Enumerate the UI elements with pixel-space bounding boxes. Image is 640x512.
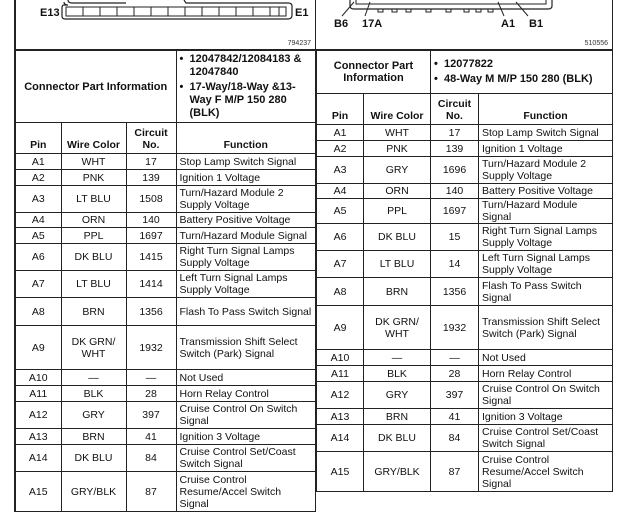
wire-color-cell: BLK: [61, 386, 126, 402]
function-cell: Right Turn Signal Lamps Supply Voltage: [479, 224, 613, 251]
table-row: [317, 251, 613, 278]
pin-cell: A9: [15, 326, 61, 370]
circuit-no-cell: 397: [431, 382, 479, 409]
pin-label-e1: E1: [295, 7, 309, 19]
pin-cell: A6: [317, 224, 364, 251]
function-cell: Turn/Hazard Module Signal: [479, 199, 613, 224]
wire-color-cell: ORN: [61, 213, 126, 228]
table-row: [15, 228, 316, 244]
table-row: [15, 186, 316, 213]
pin-cell: A5: [317, 199, 364, 224]
circuit-no-cell: 140: [431, 184, 479, 199]
wire-color-cell: DK BLU: [364, 224, 431, 251]
wire-color-cell: PNK: [61, 170, 126, 186]
circuit-no-cell: 1696: [431, 157, 479, 184]
function-cell: Turn/Hazard Module Signal: [176, 228, 316, 244]
table-row: [15, 326, 316, 370]
table-row: [15, 472, 316, 512]
table-row: [15, 402, 316, 429]
header-wire-color: Wire Color: [61, 123, 126, 154]
figure-number: 510556: [584, 40, 608, 47]
wire-color-cell: GRY: [364, 382, 431, 409]
function-cell: Horn Relay Control: [479, 366, 613, 382]
wire-color-cell: WHT: [61, 154, 126, 170]
pin-label-a1: A1: [501, 18, 516, 30]
wire-color-cell: GRY: [61, 402, 126, 429]
wire-color-cell: ORN: [364, 184, 431, 199]
table-row: [15, 370, 316, 386]
pin-cell: A7: [317, 251, 364, 278]
header-circuit-no: Circuit No.: [126, 123, 176, 154]
function-cell: Ignition 3 Voltage: [479, 409, 613, 425]
pin-cell: A8: [317, 278, 364, 306]
wire-color-cell: LT BLU: [61, 271, 126, 298]
pin-cell: A3: [15, 186, 61, 213]
pin-cell: A15: [317, 452, 364, 492]
function-cell: Battery Positive Voltage: [176, 213, 316, 228]
circuit-no-cell: 28: [126, 386, 176, 402]
wire-color-cell: BRN: [61, 298, 126, 326]
table-header-row: [15, 123, 316, 154]
connector-info-item: • 17-Way/18-Way &13-Way F M/P 150 280 (BLK): [179, 81, 296, 119]
table-row: [317, 157, 613, 184]
function-cell: Stop Lamp Switch Signal: [479, 125, 613, 141]
pin-cell: A2: [15, 170, 61, 186]
left-connector-diagram: [14, 0, 316, 50]
circuit-no-cell: 87: [431, 452, 479, 492]
connector-info-row: [317, 51, 613, 94]
header-wire-color: Wire Color: [364, 94, 431, 125]
function-cell: Cruise Control Resume/Accel Switch Signal: [479, 452, 613, 492]
function-cell: Transmission Shift Select Switch (Park) Signal: [176, 326, 316, 370]
function-cell: Not Used: [479, 350, 613, 366]
function-cell: Ignition 3 Voltage: [176, 429, 316, 445]
circuit-no-cell: 1508: [126, 186, 176, 213]
table-row: [317, 199, 613, 224]
pin-cell: A10: [15, 370, 61, 386]
circuit-no-cell: 15: [431, 224, 479, 251]
pin-label-e13: E13: [40, 7, 60, 19]
function-cell: Stop Lamp Switch Signal: [176, 154, 316, 170]
wire-color-cell: DK GRN/ WHT: [61, 326, 126, 370]
circuit-no-cell: 1697: [431, 199, 479, 224]
function-cell: Not Used: [176, 370, 316, 386]
wire-color-cell: —: [61, 370, 126, 386]
right-table-body: [317, 125, 613, 492]
pin-cell: A9: [317, 306, 364, 350]
function-cell: Right Turn Signal Lamps Supply Voltage: [176, 244, 316, 271]
pin-cell: A4: [317, 184, 364, 199]
pin-cell: A14: [317, 425, 364, 452]
table-row: [317, 184, 613, 199]
circuit-no-cell: 1415: [126, 244, 176, 271]
connector-info-item: • 48-Way M M/P 150 280 (BLK): [434, 73, 593, 85]
pin-cell: A10: [317, 350, 364, 366]
table-row: [15, 386, 316, 402]
pin-label-b1: B1: [529, 18, 544, 30]
wire-color-cell: PPL: [364, 199, 431, 224]
function-cell: Left Turn Signal Lamps Supply Voltage: [176, 271, 316, 298]
function-cell: Cruise Control On Switch Signal: [479, 382, 613, 409]
function-cell: Cruise Control Resume/Accel Switch Signal: [176, 472, 316, 512]
connector-info-item: • 12047842/12084183 & 12047840: [179, 53, 302, 78]
table-row: [15, 244, 316, 271]
left-connector-panel: [14, 0, 316, 512]
header-pin: Pin: [317, 94, 364, 125]
circuit-no-cell: 1356: [431, 278, 479, 306]
circuit-no-cell: 1932: [431, 306, 479, 350]
wire-color-cell: —: [364, 350, 431, 366]
table-row: [317, 452, 613, 492]
circuit-no-cell: 1356: [126, 298, 176, 326]
circuit-no-cell: 87: [126, 472, 176, 512]
table-header-row: [317, 94, 613, 125]
header-circuit-no: Circuit No.: [431, 94, 479, 125]
pin-cell: A7: [15, 271, 61, 298]
right-connector-panel: [316, 0, 613, 492]
table-row: [15, 170, 316, 186]
function-cell: Flash To Pass Switch Signal: [479, 278, 613, 306]
function-cell: Flash To Pass Switch Signal: [176, 298, 316, 326]
connector-info-row: [15, 51, 316, 123]
pin-cell: A11: [15, 386, 61, 402]
pin-cell: A2: [317, 141, 364, 157]
header-function: Function: [479, 94, 613, 125]
table-row: [317, 306, 613, 350]
function-cell: Cruise Control Set/Coast Switch Signal: [176, 445, 316, 472]
table-row: [317, 382, 613, 409]
left-pinout-table: [14, 50, 316, 512]
table-row: [317, 366, 613, 382]
circuit-no-cell: 17: [431, 125, 479, 141]
pin-label-b6: B6: [334, 18, 349, 30]
table-row: [317, 409, 613, 425]
table-row: [15, 445, 316, 472]
circuit-no-cell: 41: [126, 429, 176, 445]
function-cell: Turn/Hazard Module 2 Supply Voltage: [176, 186, 316, 213]
right-connector-diagram: [316, 0, 613, 50]
pin-cell: A1: [317, 125, 364, 141]
circuit-no-cell: 1932: [126, 326, 176, 370]
connector-48way-drawing: [316, 0, 612, 48]
circuit-no-cell: 140: [126, 213, 176, 228]
circuit-no-cell: 84: [126, 445, 176, 472]
wire-color-cell: BRN: [364, 409, 431, 425]
pin-cell: A12: [15, 402, 61, 429]
pin-cell: A11: [317, 366, 364, 382]
function-cell: Ignition 1 Voltage: [479, 141, 613, 157]
wire-color-cell: DK BLU: [61, 244, 126, 271]
table-row: [15, 213, 316, 228]
table-row: [317, 350, 613, 366]
pin-cell: A13: [15, 429, 61, 445]
table-row: [15, 271, 316, 298]
pin-cell: A3: [317, 157, 364, 184]
connector-info-label: Connector Part Information: [317, 51, 431, 94]
wire-color-cell: BLK: [364, 366, 431, 382]
table-row: [15, 429, 316, 445]
table-row: [317, 425, 613, 452]
circuit-no-cell: —: [431, 350, 479, 366]
header-pin: Pin: [15, 123, 61, 154]
pin-cell: A15: [15, 472, 61, 512]
connector-info-list: [431, 51, 613, 94]
wire-color-cell: DK GRN/ WHT: [364, 306, 431, 350]
circuit-no-cell: 17: [126, 154, 176, 170]
wire-color-cell: GRY/BLK: [61, 472, 126, 512]
connector-info-item: • 12077822: [434, 58, 493, 70]
table-row: [15, 154, 316, 170]
pin-cell: A8: [15, 298, 61, 326]
wire-color-cell: LT BLU: [61, 186, 126, 213]
pin-cell: A4: [15, 213, 61, 228]
function-cell: Left Turn Signal Lamps Supply Voltage: [479, 251, 613, 278]
table-row: [317, 141, 613, 157]
wire-color-cell: BRN: [61, 429, 126, 445]
wire-color-cell: DK BLU: [61, 445, 126, 472]
function-cell: Turn/Hazard Module 2 Supply Voltage: [479, 157, 613, 184]
pin-label-17a: 17A: [362, 18, 383, 30]
circuit-no-cell: —: [126, 370, 176, 386]
pin-cell: A14: [15, 445, 61, 472]
circuit-no-cell: 397: [126, 402, 176, 429]
header-function: Function: [176, 123, 316, 154]
table-row: [317, 224, 613, 251]
circuit-no-cell: 139: [431, 141, 479, 157]
function-cell: Battery Positive Voltage: [479, 184, 613, 199]
pin-cell: A13: [317, 409, 364, 425]
function-cell: Transmission Shift Select Switch (Park) Signal: [479, 306, 613, 350]
function-cell: Cruise Control On Switch Signal: [176, 402, 316, 429]
wire-color-cell: GRY/BLK: [364, 452, 431, 492]
table-row: [15, 298, 316, 326]
function-cell: Ignition 1 Voltage: [176, 170, 316, 186]
left-table-body: [15, 154, 316, 512]
wire-color-cell: GRY: [364, 157, 431, 184]
wire-color-cell: BRN: [364, 278, 431, 306]
wire-color-cell: PPL: [61, 228, 126, 244]
table-row: [317, 278, 613, 306]
pin-cell: A1: [15, 154, 61, 170]
wire-color-cell: DK BLU: [364, 425, 431, 452]
pin-cell: A6: [15, 244, 61, 271]
circuit-no-cell: 84: [431, 425, 479, 452]
connector-info-list: [176, 51, 316, 123]
wire-color-cell: PNK: [364, 141, 431, 157]
connector-info-label: Connector Part Information: [15, 51, 176, 123]
function-cell: Cruise Control Set/Coast Switch Signal: [479, 425, 613, 452]
wire-color-cell: WHT: [364, 125, 431, 141]
circuit-no-cell: 41: [431, 409, 479, 425]
figure-number: 794237: [287, 40, 311, 47]
function-cell: Horn Relay Control: [176, 386, 316, 402]
circuit-no-cell: 1414: [126, 271, 176, 298]
circuit-no-cell: 139: [126, 170, 176, 186]
circuit-no-cell: 1697: [126, 228, 176, 244]
connector-e-drawing: [16, 0, 316, 48]
circuit-no-cell: 28: [431, 366, 479, 382]
right-pinout-table: [316, 50, 613, 492]
table-row: [317, 125, 613, 141]
pin-cell: A12: [317, 382, 364, 409]
wire-color-cell: LT BLU: [364, 251, 431, 278]
circuit-no-cell: 14: [431, 251, 479, 278]
pin-cell: A5: [15, 228, 61, 244]
